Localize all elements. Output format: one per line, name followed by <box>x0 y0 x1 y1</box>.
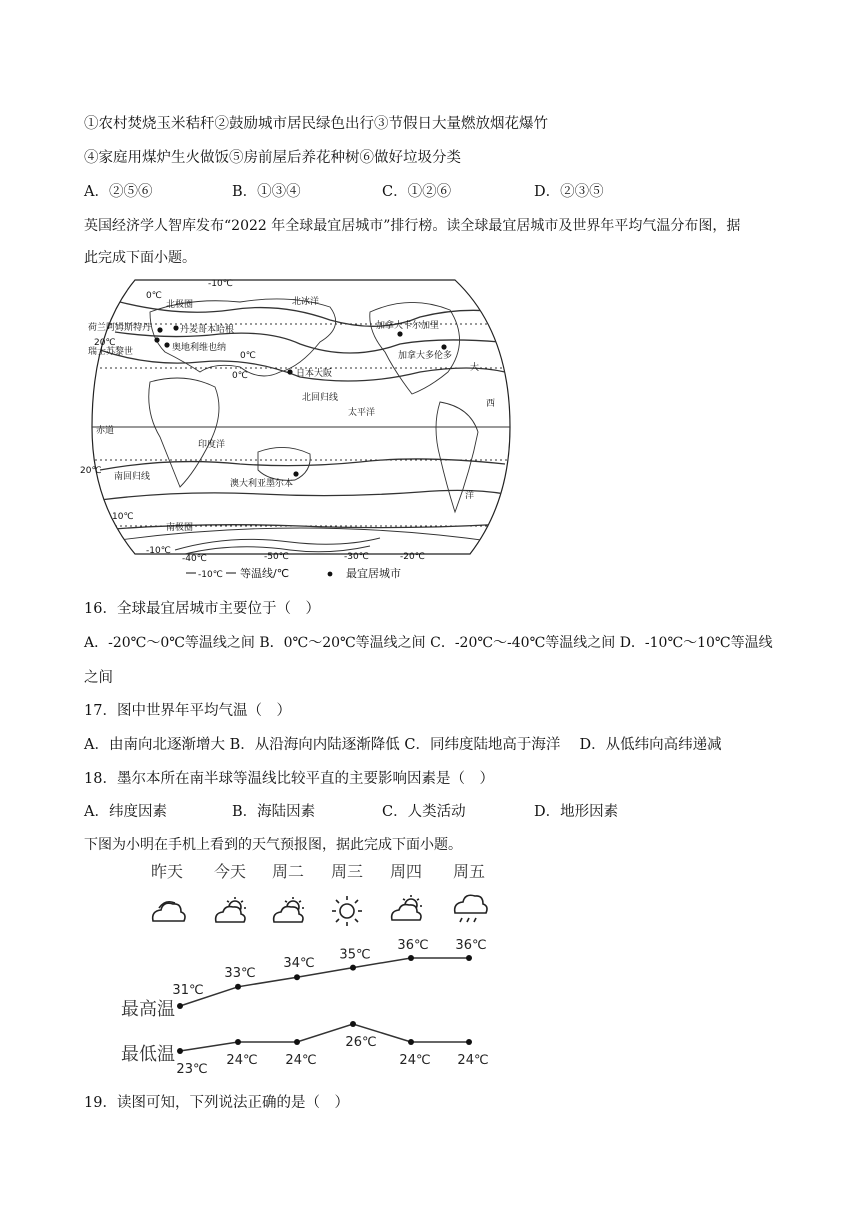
isotherm-south-minus10 <box>100 524 505 530</box>
map-label-south-polar-circle: 南极圈 <box>166 523 194 533</box>
low-temp-line <box>180 1024 469 1051</box>
map-label-zurich: 瑞士苏黎世 <box>88 347 134 357</box>
map-label-bottom-minus50: -50℃ <box>264 552 289 562</box>
cloudy-icon <box>153 902 185 921</box>
low-temp-point <box>294 1039 300 1045</box>
intro2: 下图为小明在手机上看到的天气预报图，据此完成下面小题。 <box>84 837 462 853</box>
q15-items-line2: ④家庭用煤炉生火做饭⑤房前屋后养花种树⑥做好垃圾分类 <box>84 150 461 166</box>
day-label-yesterday: 昨天 <box>150 862 184 881</box>
low-temp-point <box>177 1048 183 1054</box>
q15-option-b: B．①③④ <box>232 184 301 200</box>
q15-option-c: C．①②⑥ <box>382 184 452 200</box>
high-temp-point <box>235 984 241 990</box>
high-temp-value-label: 36℃ <box>397 938 429 953</box>
q16-options-line1: A．-20℃～0℃等温线之间 B．0℃～20℃等温线之间 C．-20℃～-40℃等温线之间 D．-10℃～10℃等温线 <box>84 635 773 651</box>
q18-option-c: C．人类活动 <box>382 804 466 820</box>
map-label-atlantic-1: 大 <box>470 363 480 373</box>
city-dot-zurich <box>154 337 159 342</box>
low-temp-value-label: 24℃ <box>285 1053 317 1068</box>
q17-options: A．由南向北逐渐增大 B．从沿海向内陆逐渐降低 C．同纬度陆地高于海洋 D．从低纬向高纬递减 <box>84 737 722 753</box>
q16-options-line2: 之间 <box>84 670 113 686</box>
low-temp-value-label: 24℃ <box>226 1053 258 1068</box>
map-label-t-minus10-left: -10℃ <box>146 546 171 556</box>
low-temp-value-label: 23℃ <box>176 1062 208 1077</box>
map-label-equator: 赤道 <box>96 426 115 436</box>
high-temp-point <box>466 955 472 961</box>
legend-city-dot <box>328 572 333 577</box>
city-dot-toronto <box>441 344 446 349</box>
high-temp-value-label: 36℃ <box>455 938 487 953</box>
high-temp-line <box>180 958 469 1006</box>
map-label-toronto: 加拿大多伦多 <box>398 351 453 361</box>
map-label-tropic-capricorn: 南回归线 <box>114 472 151 482</box>
map-outline <box>92 280 510 554</box>
map-label-t0-mid2: 0℃ <box>232 371 248 381</box>
q15-items-line1: ①农村焚烧玉米秸秆②鼓励城市居民绿色出行③节假日大量燃放烟花爆竹 <box>84 116 548 132</box>
high-temp-label: 最高温 <box>121 999 175 1020</box>
day-label-fri: 周五 <box>452 862 486 881</box>
map-label-vienna: 奥地利维也纳 <box>172 343 227 353</box>
low-temp-value-label: 24℃ <box>457 1053 489 1068</box>
map-label-atlantic-3: 洋 <box>465 491 475 501</box>
isotherm-south-10 <box>100 490 505 500</box>
high-temp-value-label: 35℃ <box>339 947 371 963</box>
partly-cloudy-icon <box>392 895 422 920</box>
city-dot-melbourne <box>293 471 298 476</box>
city-dot-osaka <box>287 369 292 374</box>
q17-stem: 17．图中世界年平均气温（ ） <box>84 703 291 719</box>
city-dot-calgary <box>397 331 402 336</box>
high-temp-point <box>350 965 356 971</box>
legend-isotherm-sample: -10℃ <box>198 570 223 580</box>
high-temp-point <box>408 955 414 961</box>
q18-option-b: B．海陆因素 <box>232 804 316 820</box>
map-label-bottom-minus40: -40℃ <box>182 554 207 564</box>
continent-africa <box>149 378 219 487</box>
map-legend <box>186 566 401 580</box>
map-label-t0-mid: 0℃ <box>240 351 256 361</box>
high-temp-point <box>294 974 300 980</box>
continent-australia <box>258 447 310 480</box>
continent-antarctica <box>92 528 510 562</box>
low-temp-value-label: 26℃ <box>345 1035 377 1050</box>
city-dot-amsterdam <box>157 327 162 332</box>
map-label-pacific: 太平洋 <box>348 408 376 418</box>
map-label-t-minus10-top: -10℃ <box>208 279 233 289</box>
q19-stem: 19．读图可知，下列说法正确的是（ ） <box>84 1095 349 1111</box>
map-label-bottom-minus30: -30℃ <box>344 552 369 562</box>
q18-option-a: A．纬度因素 <box>84 804 167 820</box>
low-temp-point <box>350 1021 356 1027</box>
map-label-osaka: 日本大阪 <box>296 369 333 379</box>
q15-option-a: A．②⑤⑥ <box>84 184 153 200</box>
isotherm-south-20 <box>100 459 505 470</box>
legend-city-label: 最宜居城市 <box>346 567 401 580</box>
rain-icon <box>455 895 487 922</box>
q16-stem: 16．全球最宜居城市主要位于（ ） <box>84 601 320 617</box>
map-label-calgary: 加拿大卡尔加里 <box>376 321 440 331</box>
map-label-copenhagen: 丹麦哥本哈根 <box>180 325 235 335</box>
city-dot-vienna <box>164 342 169 347</box>
sunny-icon <box>332 896 362 926</box>
partly-cloudy-icon <box>274 897 304 922</box>
low-temp-value-label: 24℃ <box>399 1053 431 1068</box>
partly-cloudy-icon <box>216 897 246 922</box>
q15-option-d: D．②③⑤ <box>534 184 604 200</box>
high-temp-value-label: 31℃ <box>172 983 204 998</box>
high-temp-value-label: 34℃ <box>283 956 315 972</box>
map-label-t10-left: 10℃ <box>112 512 134 522</box>
map-label-amsterdam: 荷兰阿姆斯特丹 <box>88 323 152 333</box>
low-temp-point <box>235 1039 241 1045</box>
map-label-t20-left2: 20℃ <box>80 466 102 476</box>
day-label-today: 今天 <box>213 862 247 881</box>
high-temp-point <box>177 1003 183 1009</box>
low-temp-label: 最低温 <box>121 1044 175 1065</box>
map-label-atlantic-2: 西 <box>486 399 496 409</box>
map-label-north-polar-circle: 北极圈 <box>166 300 194 310</box>
intro1-line2: 此完成下面小题。 <box>84 250 196 266</box>
city-dot-copenhagen <box>173 325 178 330</box>
weather-forecast-chart <box>0 855 860 1085</box>
map-label-bottom-minus20: -20℃ <box>400 552 425 562</box>
day-label-wed: 周三 <box>330 862 364 881</box>
map-label-arctic-ocean: 北冰洋 <box>292 297 320 307</box>
q18-option-d: D．地形因素 <box>534 804 619 820</box>
map-label-t0-left: 0℃ <box>146 291 162 301</box>
q18-stem: 18．墨尔本所在南半球等温线比较平直的主要影响因素是（ ） <box>84 771 494 787</box>
day-label-thu: 周四 <box>389 862 423 881</box>
day-label-tue: 周二 <box>271 862 305 881</box>
world-isotherm-map <box>0 272 860 592</box>
low-temp-point <box>466 1039 472 1045</box>
map-label-tropic-cancer: 北回归线 <box>302 393 339 403</box>
map-label-indian-ocean: 印度洋 <box>198 440 226 450</box>
low-temp-point <box>408 1039 414 1045</box>
map-label-melbourne: 澳大利亚墨尔本 <box>230 479 294 489</box>
map-label-t20-left: 20℃ <box>94 338 116 348</box>
legend-isotherm-label: 等温线/℃ <box>240 567 290 580</box>
intro1-line1: 英国经济学人智库发布“2022 年全球最宜居城市”排行榜。读全球最宜居城市及世界年平均气温分布图，据 <box>84 218 741 234</box>
high-temp-value-label: 33℃ <box>224 965 256 981</box>
continent-eurasia <box>150 299 336 376</box>
